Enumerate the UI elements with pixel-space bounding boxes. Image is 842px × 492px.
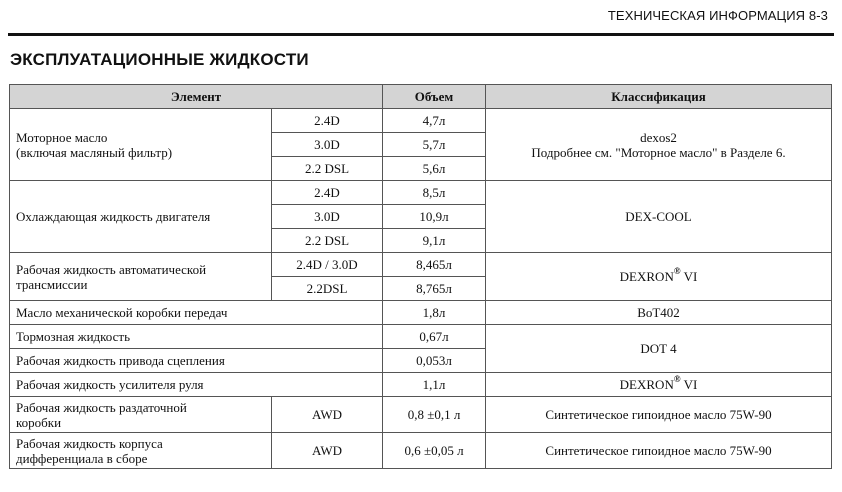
atf-classification: DEXRON® VI xyxy=(486,253,832,301)
transfer-case-classification: Синтетическое гипоидное масло 75W-90 xyxy=(486,397,832,433)
dot4-classification: DOT 4 xyxy=(486,325,832,373)
section-name: ТЕХНИЧЕСКАЯ ИНФОРМАЦИЯ xyxy=(607,8,806,23)
table-row xyxy=(10,109,832,133)
page-title: ЭКСПЛУАТАЦИОННЫЕ ЖИДКОСТИ xyxy=(10,50,309,69)
column-header-volume: Объем xyxy=(383,85,486,109)
coolant-name: Охлаждающая жидкость двигателя xyxy=(10,181,272,253)
engine-oil-name: Моторное масло (включая масляный фильтр) xyxy=(10,109,272,181)
volume-cell: 5,6л xyxy=(383,157,486,181)
engine-oil-classification: dexos2 Подробнее см. "Моторное масло" в Разделе 6. xyxy=(486,109,832,181)
volume-cell: 8,5л xyxy=(383,181,486,205)
table-header-row xyxy=(10,85,832,109)
table-row xyxy=(10,301,832,325)
table-row xyxy=(10,397,832,433)
volume-cell: 0,8 ±0,1 л xyxy=(383,397,486,433)
table-row xyxy=(10,373,832,397)
differential-classification: Синтетическое гипоидное масло 75W-90 xyxy=(486,433,832,469)
table-row xyxy=(10,253,832,277)
atf-name: Рабочая жидкость автоматической трансмиссии xyxy=(10,253,272,301)
engine-variant: 2.4D xyxy=(272,109,383,133)
fluids-table xyxy=(9,84,832,469)
volume-cell: 0,053л xyxy=(383,349,486,373)
volume-cell: 5,7л xyxy=(383,133,486,157)
volume-cell: 8,465л xyxy=(383,253,486,277)
engine-variant: 2.2DSL xyxy=(272,277,383,301)
volume-cell: 8,765л xyxy=(383,277,486,301)
engine-variant: 2.2 DSL xyxy=(272,229,383,253)
volume-cell: 1,8л xyxy=(383,301,486,325)
engine-variant: 3.0D xyxy=(272,205,383,229)
table-row xyxy=(10,181,832,205)
engine-variant: 2.4D / 3.0D xyxy=(272,253,383,277)
transfer-case-name: Рабочая жидкость раздаточной коробки xyxy=(10,397,272,433)
power-steering-name: Рабочая жидкость усилителя руля xyxy=(10,373,383,397)
volume-cell: 10,9л xyxy=(383,205,486,229)
volume-cell: 0,67л xyxy=(383,325,486,349)
manual-gearbox-classification: BoT402 xyxy=(486,301,832,325)
drive-type: AWD xyxy=(272,397,383,433)
volume-cell: 0,6 ±0,05 л xyxy=(383,433,486,469)
column-header-classification: Классификация xyxy=(486,85,832,109)
header-rule xyxy=(8,33,834,36)
table-row xyxy=(10,325,832,349)
brake-fluid-name: Тормозная жидкость xyxy=(10,325,383,349)
drive-type: AWD xyxy=(272,433,383,469)
engine-variant: 2.4D xyxy=(272,181,383,205)
differential-name: Рабочая жидкость корпуса дифференциала в сборе xyxy=(10,433,272,469)
power-steering-classification: DEXRON® VI xyxy=(486,373,832,397)
page-header xyxy=(608,8,828,23)
volume-cell: 1,1л xyxy=(383,373,486,397)
table-row xyxy=(10,433,832,469)
engine-variant: 3.0D xyxy=(272,133,383,157)
column-header-element: Элемент xyxy=(10,85,383,109)
volume-cell: 9,1л xyxy=(383,229,486,253)
manual-gearbox-name: Масло механической коробки передач xyxy=(10,301,383,325)
volume-cell: 4,7л xyxy=(383,109,486,133)
page-number: 8-3 xyxy=(808,8,828,23)
engine-variant: 2.2 DSL xyxy=(272,157,383,181)
clutch-fluid-name: Рабочая жидкость привода сцепления xyxy=(10,349,383,373)
coolant-classification: DEX-COOL xyxy=(486,181,832,253)
